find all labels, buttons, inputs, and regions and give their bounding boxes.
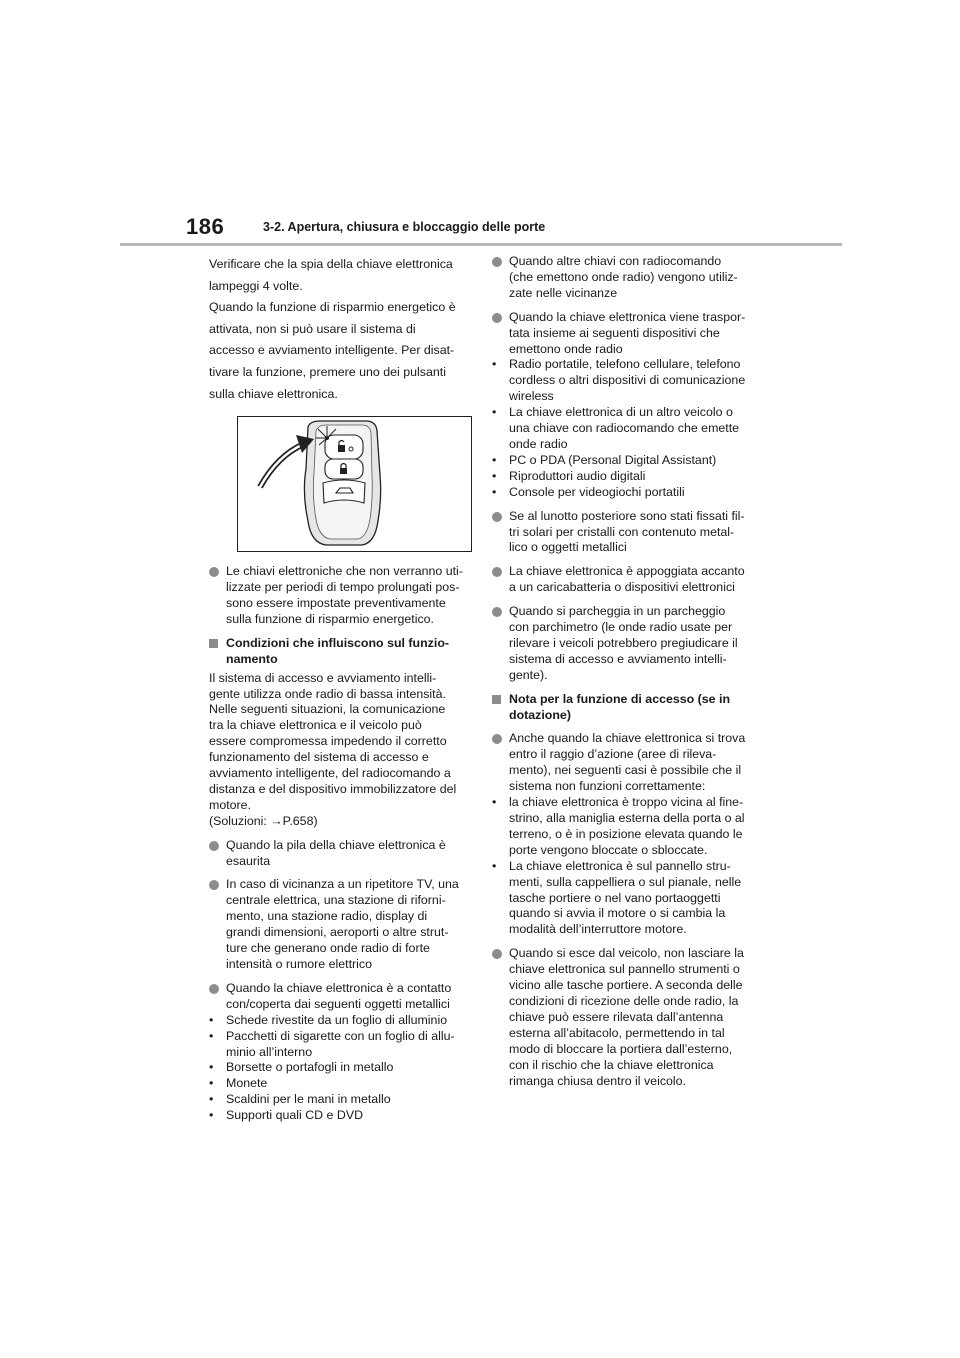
text-line: lampeggi 4 volte. <box>209 278 303 293</box>
bullet-item <box>492 604 752 684</box>
text-line: wireless <box>509 389 554 404</box>
sub-list-item <box>209 1060 469 1076</box>
bullet-icon <box>209 841 219 851</box>
text-line: Radio portatile, telefono cellulare, telefono <box>509 357 741 372</box>
text-line: rilevare i veicoli potrebbero pregiudicare il <box>509 635 738 650</box>
sub-list-item <box>209 1076 469 1092</box>
smart-key-illustration <box>237 416 472 552</box>
bullet-item <box>492 310 752 358</box>
page-reference[interactable]: (Soluzioni: →P.658) <box>209 813 318 828</box>
text-line: (che emettono onde radio) vengono utiliz- <box>509 269 738 284</box>
sub-list-item <box>209 1108 469 1124</box>
text-line: Monete <box>226 1076 268 1091</box>
bullet-marker: • <box>492 452 497 467</box>
bullet-icon <box>492 567 502 577</box>
bullet-item <box>492 254 752 302</box>
text-line: Quando si parcheggia in un parcheggio <box>509 604 726 619</box>
text-line: con parchimetro (le onde radio usate per <box>509 620 733 635</box>
bullet-item <box>209 877 469 972</box>
sub-list-item <box>492 405 752 453</box>
section-heading <box>209 636 469 668</box>
bullet-marker: • <box>209 1076 214 1091</box>
sub-list-item <box>209 1013 469 1029</box>
bullet-icon <box>209 567 219 577</box>
bullet-marker: • <box>492 858 497 873</box>
text-line: chiave elettronica sul pannello strumenti o <box>509 962 740 977</box>
text-line: tivare la funzione, premere uno dei pulsanti <box>209 364 446 379</box>
text-line: porte vengono bloccate o sbloccate. <box>509 842 708 857</box>
sub-list <box>492 795 752 938</box>
sub-list-item <box>209 1029 469 1061</box>
text-line: condizioni di ricezione delle onde radio, la <box>509 993 739 1008</box>
bullet-marker: • <box>209 1108 214 1123</box>
text-line: Le chiavi elettroniche che non verranno uti- <box>226 564 463 579</box>
text-line: Borsette o portafogli in metallo <box>226 1060 394 1075</box>
bullet-item <box>209 838 469 870</box>
text-line: entro il raggio d’azione (aree di rileva- <box>509 747 717 762</box>
intro-paragraph <box>209 254 469 405</box>
sub-list-item <box>492 859 752 939</box>
sub-list-item <box>209 1092 469 1108</box>
text-line: ture che generano onde radio di forte <box>226 941 430 956</box>
bullet-marker: • <box>492 795 497 810</box>
text-line: modo di bloccare la portiera dall’esterno, <box>509 1041 733 1056</box>
text-line: PC o PDA (Personal Digital Assistant) <box>509 452 717 467</box>
bullet-icon <box>209 880 219 890</box>
text-line: Nelle seguenti situazioni, la comunicazione <box>209 702 446 717</box>
square-icon <box>492 695 501 704</box>
text-line: Pacchetti di sigarette con un foglio di allu- <box>226 1028 455 1043</box>
text-line: Quando la chiave elettronica viene traspor- <box>509 309 746 324</box>
text-line: cordless o altri dispositivi di comunicazione <box>509 373 746 388</box>
text-line: Quando la pila della chiave elettronica è <box>226 837 446 852</box>
bullet-icon <box>492 257 502 267</box>
text-line: Quando la funzione di risparmio energetico è <box>209 300 456 315</box>
left-column <box>209 254 469 1132</box>
sub-list <box>492 357 752 500</box>
square-icon <box>209 639 218 648</box>
text-line: modalità dell’interruttore motore. <box>509 922 687 937</box>
text-line: Scaldini per le mani in metallo <box>226 1092 391 1107</box>
text-line: onde radio <box>509 436 568 451</box>
text-line: Quando si esce dal veicolo, non lasciare la <box>509 946 744 961</box>
smart-key-drawing <box>238 417 471 551</box>
text-line: La chiave elettronica di un altro veicolo o <box>509 405 733 420</box>
text-line: tasche portiere o nel vano portaoggetti <box>509 890 721 905</box>
text-line: gente utilizza onde radio di bassa intensità. <box>209 686 446 701</box>
text-line: con/coperta dai seguenti oggetti metallici <box>226 996 450 1011</box>
text-line: sono essere impostate preventivamente <box>226 595 446 610</box>
text-line: accesso e avviamento intelligente. Per disat- <box>209 343 455 358</box>
text-line: namento <box>226 651 278 666</box>
text-line: dotazione) <box>509 707 571 722</box>
bullet-item <box>492 946 752 1089</box>
text-line: vicino alle tasche portiere. A seconda delle <box>509 978 743 993</box>
text-line: esterna all’abitacolo, permettendo in tal <box>509 1025 725 1040</box>
bullet-marker: • <box>209 1092 214 1107</box>
text-line: Riproduttori audio digitali <box>509 468 646 483</box>
text-line: zate nelle vicinanze <box>509 285 618 300</box>
sub-list <box>209 1013 469 1124</box>
text-line: tri solari per cristalli con contenuto metal- <box>509 524 735 539</box>
text-line: Quando altre chiavi con radiocomando <box>509 254 722 268</box>
text-line: a un caricabatteria o dispositivi elettronici <box>509 580 735 595</box>
text-line: esaurita <box>226 853 271 868</box>
sub-list-item <box>492 453 752 469</box>
text-line: La chiave elettronica è sul pannello stru- <box>509 858 731 873</box>
text-line: In caso di vicinanza a un ripetitore TV, una <box>226 877 459 892</box>
bullet-icon <box>492 313 502 323</box>
text-line: terreno, o è in posizione elevata quando le <box>509 826 743 841</box>
text-line: Nota per la funzione di accesso (se in <box>509 691 731 706</box>
text-line: Il sistema di accesso e avviamento intelli- <box>209 670 437 685</box>
text-line: centrale elettrica, una stazione di riforni- <box>226 893 446 908</box>
text-line: strino, alla maniglia esterna della porta o al <box>509 811 745 825</box>
text-line: con il rischio che la chiave elettronica <box>509 1057 714 1072</box>
bullet-marker: • <box>492 468 497 483</box>
text-line: lico o oggetti metallici <box>509 540 627 555</box>
text-line: tra la chiave elettronica e il veicolo può <box>209 718 422 733</box>
header-rule <box>120 243 842 246</box>
bullet-icon <box>492 734 502 744</box>
bullet-marker: • <box>492 484 497 499</box>
bullet-item <box>492 731 752 795</box>
text-line: sistema non funzioni correttamente: <box>509 779 706 794</box>
text-line: avviamento intelligente, del radiocomando a <box>209 766 451 781</box>
bullet-icon <box>209 984 219 994</box>
text-line: gente). <box>509 667 548 682</box>
bullet-item <box>209 564 469 628</box>
right-column <box>492 254 752 1097</box>
section-title: 3-2. Apertura, chiusura e bloccaggio delle porte <box>263 220 546 234</box>
text-line: emettono onde radio <box>509 341 623 356</box>
bullet-item <box>492 509 752 557</box>
paragraph <box>209 671 469 830</box>
section-heading <box>492 692 752 724</box>
bullet-icon <box>492 512 502 522</box>
sub-list-item <box>492 357 752 405</box>
text-line: funzionamento del sistema di accesso e <box>209 750 429 765</box>
text-line: Verificare che la spia della chiave elettronica <box>209 257 453 271</box>
text-line: Supporti quali CD e DVD <box>226 1108 364 1123</box>
bullet-icon <box>492 949 502 959</box>
bullet-icon <box>492 607 502 617</box>
sub-list-item <box>492 795 752 859</box>
sub-list-item <box>492 485 752 501</box>
text-line: minio all’interno <box>226 1044 313 1059</box>
text-line: attivata, non si può usare il sistema di <box>209 321 416 336</box>
text-line: Se al lunotto posteriore sono stati fissati fil- <box>509 508 745 523</box>
text-line: La chiave elettronica è appoggiata accanto <box>509 564 745 579</box>
bullet-marker: • <box>492 357 497 372</box>
bullet-marker: • <box>209 1028 214 1043</box>
text-line: Anche quando la chiave elettronica si trova <box>509 731 746 746</box>
text-line: menti, sulla cappelliera o sul pianale, nelle <box>509 874 742 889</box>
bullet-item <box>209 981 469 1013</box>
text-line: intensità o rumore elettrico <box>226 957 373 971</box>
text-line: Quando la chiave elettronica è a contatto <box>226 980 452 995</box>
text-line: rimanga chiusa dentro il veicolo. <box>509 1073 687 1088</box>
text-line: essere compromessa impedendo il corretto <box>209 734 447 749</box>
text-line: sulla chiave elettronica. <box>209 386 338 401</box>
page-number: 186 <box>186 214 225 239</box>
text-line: sulla funzione di risparmio energetico. <box>226 611 434 626</box>
text-line: Condizioni che influiscono sul funzio- <box>226 635 450 650</box>
text-line: motore. <box>209 797 252 812</box>
text-line: chiave può essere rilevata dall’antenna <box>509 1009 724 1024</box>
text-line: tata insieme ai seguenti dispositivi che <box>509 325 720 340</box>
bullet-item <box>492 564 752 596</box>
text-line: Console per videogiochi portatili <box>509 484 685 499</box>
sub-list-item <box>492 469 752 485</box>
text-line: una chiave con radiocomando che emette <box>509 421 740 436</box>
text-line: grandi dimensioni, aeroporti o altre strut- <box>226 925 449 940</box>
text-line: mento, una stazione radio, display di <box>226 909 428 924</box>
bullet-marker: • <box>209 1012 214 1027</box>
bullet-marker: • <box>492 405 497 420</box>
text-line: Schede rivestite da un foglio di alluminio <box>226 1012 448 1027</box>
text-line: sistema di accesso e avviamento intelli- <box>509 651 727 666</box>
text-line: distanza e del dispositivo immobilizzatore del <box>209 781 457 796</box>
text-line: mento), nei seguenti casi è possibile che il <box>509 763 742 778</box>
text-line: la chiave elettronica è troppo vicina al fine- <box>509 795 744 810</box>
text-line: lizzate per periodi di tempo prolungati pos- <box>226 580 460 595</box>
bullet-marker: • <box>209 1060 214 1075</box>
text-line: quando si avvia il motore o si cambia la <box>509 906 726 921</box>
